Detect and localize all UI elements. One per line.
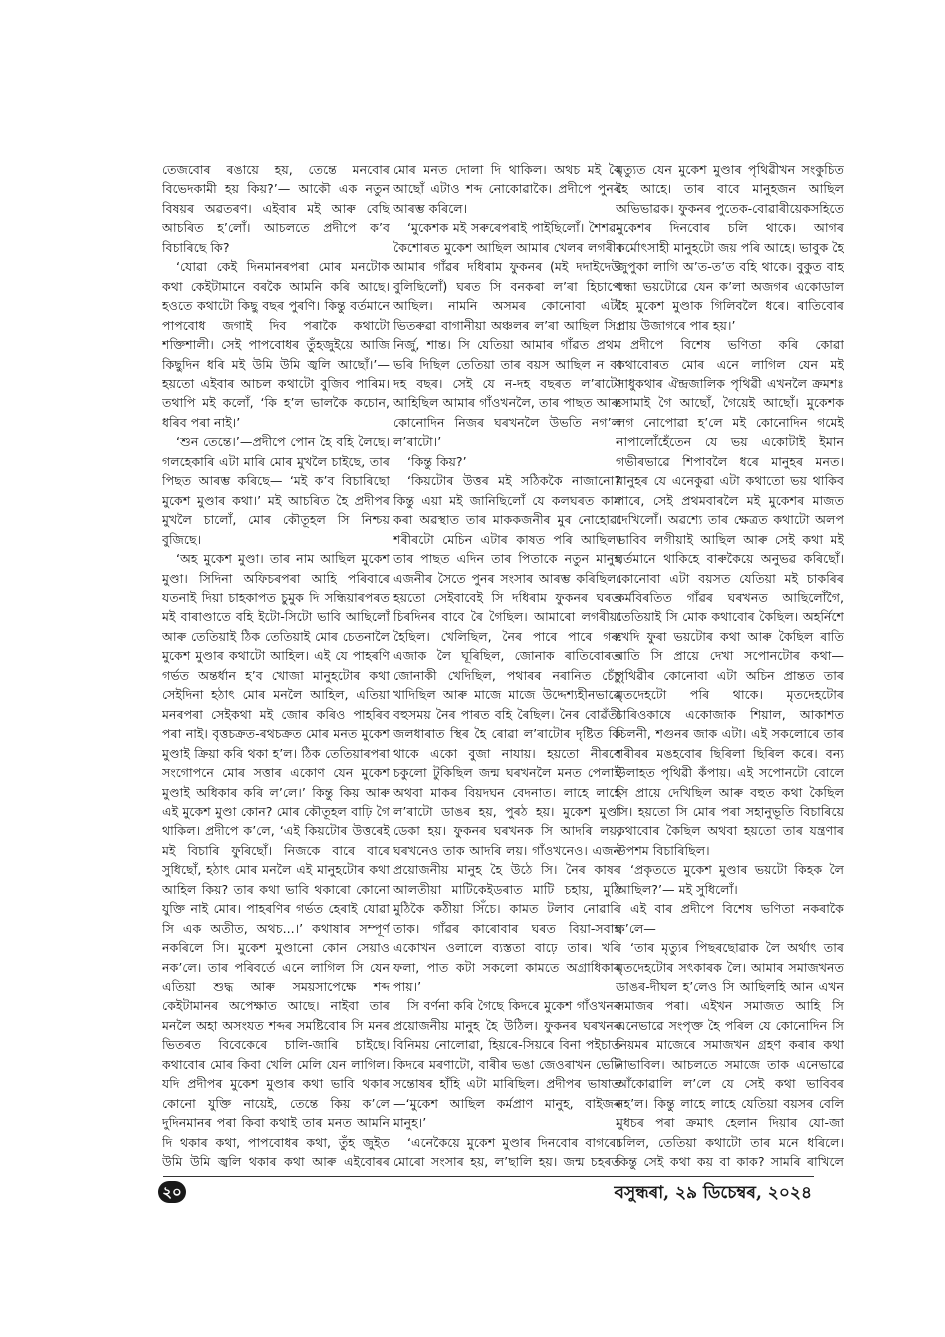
footer-divider bbox=[163, 1176, 814, 1177]
article-paragraph: ‘অহ মুকেশ মুণ্ডা। তাৰ নাম আছিল মুকেশ মুণ্ডা। সিদিনা অফিচৰপৰা আহি পৰিবাৰে যতনাই দিয়া চাহকাপত চুমুক দি সন্ধিয়াৰপৰত মই বাৰাণ্ডাতে বহি ইটো-সিটো ভাবি আছিলোঁ আৰু তেতিয়াই ঠিক তেতিয়াই মোৰ চেতনালৈ মুকেশ মুণ্ডাৰ কথাটো আহিল। এই যে পাহৰণি গৰ্ভত অন্তৰ্ধান হ’ব খোজা মানুহটোৰ কথা সেইদিনা হঠাৎ মোৰ মনলৈ আহিল, এতিয়া মনৰপৰা সেইকথা মই জোৰ কৰিও পাহৰিব পৰা নাই। বৃত্তচক্ৰত-ৰথচক্ৰত মোৰ মনত মুকেশ মুণ্ডাই ক্ৰিয়া কৰি থকা হ’ল। ঠিক তেতিয়াৰপৰা সংগোপনে মোৰ সত্তাৰ একোণ যেন মুকেশ মুণ্ডাই অধিকাৰ কৰি ল’লে।’ কিন্তু কিয় আৰু এই মুকেশ মুণ্ডা কোন? মোৰ কৌতূহল বাঢ়ি গৈ থাকিল। প্ৰদীপে ক’লে, ‘এই কিয়টোৰ উত্তৰেই মই বিচাৰি ফুৰিছোঁ। নিজকে বাৰে বাৰে সুধিছোঁ, হঠাৎ মোৰ মনলৈ এই মানুহটোৰ কথা আহিল কিয়? তাৰ কথা ভাবি থকাৰো কোনো যুক্তি নাই মোৰ। পাহৰণিৰ গৰ্ভত হেৰাই যোৱা সি এক অতীত, অথচ...।’ কথাষাৰ সম্পূৰ্ণ নকৰিলে সি। মুকেশ মুণ্ডানো কোন সেয়াও নক’লে। তাৰ পৰিবৰ্তে এনে লাগিল সি যেন এতিয়া শুদ্ধ আৰু সময়সাপেক্ষে শব্দ কেইটামানৰ অপেক্ষাত আছে। নাইবা তাৰ মনলৈ অহা অসংযত শব্দৰ সমষ্টিবোৰ সি মনৰ ভিতৰত বিবেকেৰে চালি-জাৰি চাইছে। কথাবোৰ মোৰ কিবা খেলি মেলি যেন লাগিল। যদি প্ৰদীপৰ মুকেশ মুণ্ডাৰ কথা ভাবি থকাৰ কোনো যুক্তি নায়েই, তেন্তে কিয় ক’লে দুদিনমানৰ পৰা কিবা কথাই তাৰ মনত আমনি দি থকাৰ কথা, পাপবোধৰ কথা, তুঁহ জুইত উমি উমি জ্বলি থকাৰ কথা আৰু এইবোৰৰ bbox=[162, 551, 390, 1170]
article-paragraph: তেজবোৰ ৰঙায়ে হয়, তেন্তে মনবোৰ বিভেদকামী হয় কিয়?’— আকৌ এক নতুন বিষয়ৰ অৱতৰণ। এইবাৰ মই আৰু বেছি আচৰিত হ’লোঁ। আচলতে প্ৰদীপে ক’ব বিচাৰিছে কি? bbox=[162, 162, 390, 255]
article-paragraph: ‘মুকেশক মই সৰুৰেপৰাই পাইছিলোঁ। শৈশৱ-কৈশোৰত মুকেশ আছিল আমাৰ খেলৰ লগৰী। আমাৰ গাঁৱৰ দধিৰাম ফুকনৰ (মই দদাইদেউ বুলিছিলোঁ) ঘৰত সি বনকৰা ল’ৰা হিচাপে আছিল। নামনি অসমৰ কোনোবা এটা ভিতৰুৱা বাগানীয়া অঞ্চলৰ ল’ৰা আছিল সি। নিৰ্জু, শান্ত। সি যেতিয়া আমাৰ গাঁৱত প্ৰথম ভৰি দিছিল তেতিয়া তাৰ বয়স আছিল ন বা দহ বছৰ। সেই যে ন-দহ বছৰত ল’ৰাটো আহিছিল আমাৰ গাঁওখনলৈ, তাৰ পাছত আৰু কোনোদিন নিজৰ ঘৰখনলৈ উভতি নগ’ল ল’ৰাটো।’ bbox=[393, 220, 621, 450]
article-column-3 bbox=[616, 160, 844, 1170]
article-paragraph: ‘যোৱা কেই দিনমানৰপৰা মোৰ মনটোক কথা কেইটামানে বৰকৈ আমনি কৰি আছে। হওতে কথাটো কিছু বছৰ পুৰণি। কিন্তু বৰ্তমানে পাপবোধ জগাই দিব পৰাকৈ কথাটো শক্তিশালী। সেই পাপবোধৰ তুঁহজুইয়ে আজি কিছুদিন ধৰি মই উমি উমি জ্বলি আছোঁ।’— হয়তো এইবাৰ আচল কথাটো বুজিব পাৰিম। তথাপি মই কলোঁ, ‘কি হ’ল ভালকৈ কচোন, ধৰিব পৰা নাই।’ bbox=[162, 259, 390, 430]
article-paragraph: মৃত্যুত যেন মুকেশ মুণ্ডাৰ পৃথিৱীখন সংকুচিত হৈ আহে। তাৰ বাবে মানুহজন আছিল অভিভাৱক। ফুকনৰ পুতেক-বোৱাৰীয়েকসহিতে মুকেশৰ দিনবোৰ চলি থাকে। আগৰ কৰ্মোৎসাহী মানুহটো জয় পৰি আহে। ভাবুক হৈ জুপুকা লাগি অ’ত-ত’ত বহি থাকে। বুকুত বাহ বন্ধা ভয়টোৱে যেন ক’লা অজগৰ একোডাল হৈ মুকেশ মুণ্ডাক গিলিবলৈ ধৰে। ৰাতিবোৰ প্ৰায় উজাগৰে পাৰ হয়।’ bbox=[616, 162, 844, 333]
article-paragraph: মোৰ মনত দোলা দি থাকিল। অথচ মই বৈ আছোঁ এটাও শব্দ নোকোৱাকৈ। প্ৰদীপে পুনৰ আৰম্ভ কৰিলে। bbox=[393, 162, 621, 216]
article-paragraph: প্ৰদীপে বিশেষ ভণিতা কৰি কোৱা কথাবোৰত মোৰ এনে লাগিল যেন মই সাধুকথাৰ ঐন্দ্ৰজালিক পৃথিৱী এখনলৈ ক্ৰমশঃ সোমাই গৈ আছোঁ, গৈয়েই আছোঁ। মুকেশক লগ নোপোৱা হ’লে মই কোনোদিন গমেই নাপালোঁহেঁতেন যে ভয় একোটাই ইমান গভীৰভাৱে শিপাবলৈ ধৰে মানুহৰ মনত। মানুহৰ যে এনেকুৱা এটা কথাতো ভয় থাকিব পাৰে, সেই প্ৰথমবাৰলৈ মই মুকেশৰ মাজত দেখিলোঁ। অৱশ্যে তাৰ ক্ষেত্ৰত কথাটো অলপ ভাবিব লগীয়াই আছিল আৰু সেই কথা মই বৰ্তমানে থাকিহে বাৰুকৈয়ে অনুভৱ কৰিছোঁ। কোনোবা এটা বয়সত যেতিয়া মই চাকৰিৰ কৰ্মবিৰতিত গাঁৱৰ ঘৰখনত আছিলোঁগৈ, তেতিয়াই সি মোক কথাবোৰ কৈছিল। অহৰ্নিশে খেদি ফুৰা ভয়টোৰ কথা আৰু কৈছিল ৰাতি ৰাতি সি প্ৰায়ে দেখা সপোনটোৰ কথা—পৃথিৱীৰ কোনোবা এটা অচিন প্ৰান্তত তাৰ মৃতদেহটো পৰি থাকে। মৃতদেহটোৰ চাৰিওকাষে একোজাক শিয়াল, আকাশত চিলনী, শগুনৰ জাক এটা। এই সকলোৰে তাৰ শৰীৰৰ মঙহবোৰ ছিৰিলা ছিৰিল কৰে। বন্য উলাহত পৃথিৱী কঁপায়। এই সপোনটো বোলে সি প্ৰায়ে দেখিছিল আৰু বহুত কথা কৈছিল সি। হয়তো সি মোৰ পৰা সহানুভূতি বিচাৰিয়ে কথাবোৰ কৈছিল অথবা হয়তো তাৰ যন্ত্ৰণাৰ উপশম বিচাৰিছিল। bbox=[616, 337, 844, 858]
publication-footer: বসুন্ধৰা, ২৯ ডিচেম্বৰ, ২০২৪ bbox=[614, 1183, 812, 1203]
article-paragraph: ‘প্ৰকৃততে মুকেশ মুণ্ডাৰ ভয়টো কিহক লৈ আছিল?’— মই সুধিলোঁ। bbox=[616, 862, 844, 897]
article-paragraph: ‘তাৰ মৃত্যুৰ পিছৰছোৱাক লৈ অৰ্থাৎ তাৰ মৃতদেহটোৰ সৎকাৰক লৈ। আমাৰ সমাজখনত ডাঙৰ-দীঘল হ’লেও সি আছিলহি আন এখন সমাজৰ পৰা। এইখন সমাজত আহি সি এনেভাৱে সংপৃক্ত হৈ পৰিল যে কোনোদিন সি নিয়মৰ মাজেৰে সমাজখন গ্ৰহণ কৰাৰ কথা নাভাবিল। আচলতে সমাজে তাক এনেভাৱে আঁকোৱালি ল’লে যে সেই কথা ভাবিবৰ নহ’ল। কিন্তু লাহে লাহে যেতিয়া বয়সৰ বেলি মুধচৰ পৰা ক্ৰমাৎ হেলান দিয়াৰ যো-জা চলিল, তেতিয়া কথাটো তাৰ মনে ধৰিলে। কিন্তু সেই কথা কয় বা কাক? সামৰি ৰাখিলে bbox=[616, 940, 844, 1170]
article-column-1 bbox=[162, 160, 390, 1170]
article-paragraph: ‘এনেকৈয়ে মুকেশ মুণ্ডাৰ দিনবোৰ বাগৰে। মোৰো সংসাৰ হয়, ল’ছালি হয়। জন্ম চহৰত bbox=[393, 1134, 621, 1170]
article-paragraph: এই বাৰ প্ৰদীপে বিশেষ ভণিতা নকৰাকৈ ক’লে— bbox=[616, 901, 844, 936]
article-paragraph: ‘কিয়টোৰ উত্তৰ মই সঠিককৈ নাজানো? কিন্তু এয়া মই জানিছিলোঁ যে কলঘৰত কাম কৰা অৱস্থাত তাৰ মাককজনীৰ মুৰ নোহোৱা শৰীৰটো মেচিন এটাৰ কাষত পৰি আছিল। তাৰ পাছত এদিন তাৰ পিতাকে নতুন মানুহ এজনীৰ সৈতে পুনৰ সংসাৰ আৰম্ভ কৰিছিল। হয়তো সেইবাবেই সি দধিৰাম ফুকনৰ ঘৰত চিৰদিনৰ বাবে ৰৈ গৈছিল। আমাৰো লগৰীয়া হৈছিল। খেলিছিল, নৈৰ পাৰে পাৰে গৰু এজাক লৈ ঘূৰিছিল, জোনাক ৰাতিবোৰত জোনাকী খেদিছিল, পথাৰৰ নৰানিত চেঁচু খাদিছিল আৰু মাজে মাজে উদ্দেশ্যহীনভাৱে বহুসময় নৈৰ পাৰত বহি ৰৈছিল। নৈৰ বোৱঁতী জলধাৰাত স্থিৰ হৈ ৰোৱা ল’ৰাটোৰ দৃষ্টিত কি থাকে একো বুজা নাযায়। হয়তো নীৰবে চকুলো টুকিছিল জন্ম ঘৰখনলৈ মনত পেলাই অথবা মাকৰ বিয়দঘন বেদনাত। লাহে লাহে ল’ৰাটো ডাঙৰ হয়, পুৰঠ হয়। মুকেশ মুণ্ডা ডেকা হয়। ফুকনৰ ঘৰখনক সি আদৰি লয়, ঘৰখনেও তাক আদৰি লয়। গাঁওখনেও। এজন প্ৰয়োজনীয় মানুহ হৈ উঠে সি। নৈৰ কাষৰ আলতীয়া মাটিকেইডৰাত মাটি চহায়, মুঠি মুঠিকৈ কঠীয়া সিঁচে। কামত টলাব নোৱাৰি তাক। গাঁৱৰ কাৰোবাৰ ঘৰত বিয়া-সবাহ একোখন ওলালে ব্যস্ততা বাঢ়ে তাৰ। খৰি ফলা, পাত কটা সকলো কামতে অগ্ৰাধিকাৰ পায়।’ bbox=[393, 473, 621, 995]
page-number: ২০ bbox=[158, 1181, 186, 1203]
article-paragraph: ‘কিন্তু কিয়?’ bbox=[407, 453, 467, 469]
article-paragraph: সি বৰ্ণনা কৰি গৈছে কিদৰে মুকেশ গাঁওখনৰ প্ৰয়োজনীয় মানুহ হৈ উঠিল। ফুকনৰ ঘৰখনৰ বিনিময় নোলোৱা, হিয়ৰে-সিয়ৰে বিনা পইচাত কিদৰে মৰণাটো, বাৰীৰ ভঙা জেওৰাখন ভেটি সন্তোষৰ হাঁহি এটা মাৰিছিল। প্ৰদীপৰ ভাষাত—‘মুকেশ আছিল কৰ্মপ্ৰাণ মানুহ, বাইজৰ মানুহ।’ bbox=[393, 998, 621, 1131]
article-paragraph: ‘শুন তেন্তে।’—প্ৰদীপে পোন হৈ বহি লৈছে। গলহেকাৰি এটা মাৰি মোৰ মুখলৈ চাইছে, তাৰ পিছত আৰম্ভ কৰিছে— ‘মই ক’ব বিচাৰিছো মুকেশ মুণ্ডাৰ কথা।’ মই আচৰিত হৈ প্ৰদীপৰ মুখলৈ চালোঁ, মোৰ কৌতূহল সি নিশ্চয় বুজিছে। bbox=[162, 434, 390, 547]
article-column-2 bbox=[393, 160, 621, 1170]
